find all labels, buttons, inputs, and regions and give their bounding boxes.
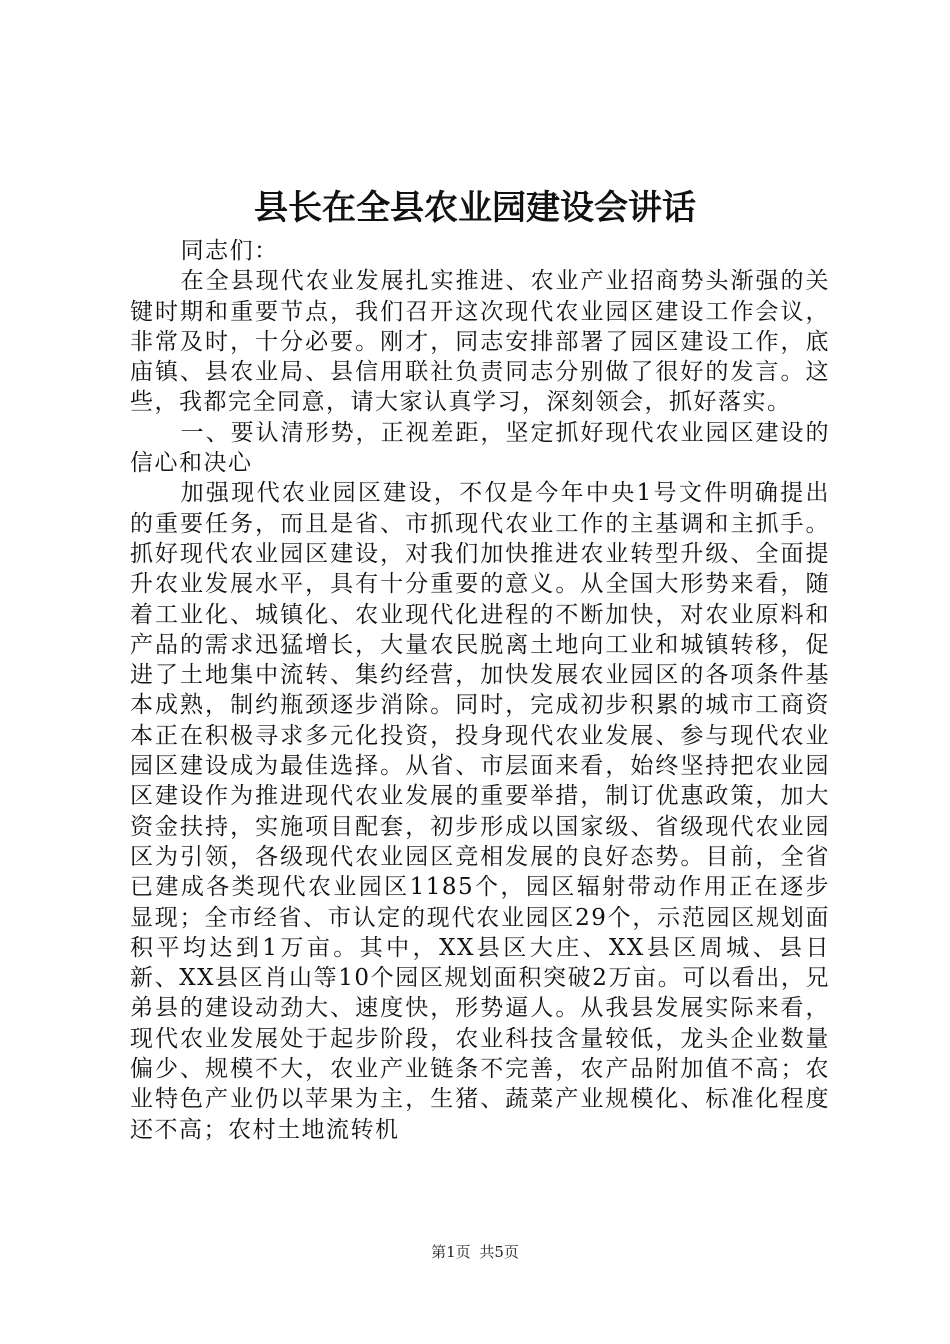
page-number: 第1页 — [431, 1243, 471, 1261]
document-title: 县长在全县农业园建设会讲话 — [254, 188, 696, 228]
document-body — [130, 236, 830, 1145]
page-footer — [0, 1242, 950, 1262]
intro-paragraph: 在全县现代农业发展扎实推进、农业产业招商势头渐强的关键时期和重要节点，我们召开这次现代农业园区建设工作会议，非常及时，十分必要。刚才，同志安排部署了园区建设工作，底庙镇、县农业局、县信用联社负责同志分别做了很好的发言。这些，我都完全同意，请大家认真学习，深刻领会，抓好落实。 — [130, 268, 830, 416]
salutation-paragraph: 同志们： — [180, 238, 279, 264]
body-paragraph: 加强现代农业园区建设，不仅是今年中央1号文件明确提出的重要任务，而且是省、市抓现代农业工作的主基调和主抓手。抓好现代农业园区建设，对我们加快推进农业转型升级、全面提升农业发展水平，具有十分重要的意义。从全国大形势来看，随着工业化、城镇化、农业现代化进程的不断加快，对农业原料和产品的需求迅猛增长，大量农民脱离土地向工业和城镇转移，促进了土地集中流转、集约经营，加快发展农业园区的各项条件基本成熟，制约瓶颈逐步消除。同时，完成初步积累的城市工商资本正在积极寻求多元化投资，投身现代农业发展、参与现代农业园区建设成为最佳选择。从省、市层面来看，始终坚持把农业园区建设作为推进现代农业发展的重要举措，制订优惠政策，加大资金扶持，实施项目配套，初步形成以国家级、省级现代农业园区为引领，各级现代农业园区竞相发展的良好态势。目前，全省已建成各类现代农业园区1185个，园区辐射带动作用正在逐步显现；全市经省、市认定的现代农业园区29个，示范园区规划面积平均达到1万亩。其中，XX县区大庄、XX县区周城、县日新、XX县区肖山等10个园区规划面积突破2万亩。可以看出，兄弟县的建设动劲大、速度快，形势逼人。从我县发展实际来看，现代农业发展处于起步阶段，农业科技含量较低，龙头企业数量偏少、规模不大，农业产业链条不完善，农产品附加值不高；农业特色产业仍以苹果为主，生猪、蔬菜产业规模化、标准化程度还不高；农村土地流转机 — [130, 480, 830, 1143]
section-heading-1: 一、要认清形势，正视差距，坚定抓好现代农业园区建设的信心和决心 — [130, 419, 830, 477]
page-total: 共5页 — [479, 1243, 519, 1261]
